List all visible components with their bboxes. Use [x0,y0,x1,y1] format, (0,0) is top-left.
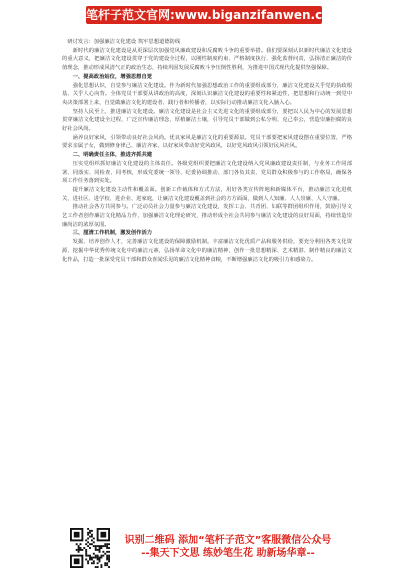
document-title: 研讨发言：加强廉洁文化建设 筑牢思想道德防线 [67,39,181,45]
footer [62,528,352,572]
section-heading: 二、明确责任主体，推进齐抓共建 [72,152,153,159]
paragraph: 涵养良好家风，引领带动良好社会风尚。优良家风是廉洁文化的重要源泉。党员干部要把家风建设摆在重要位置，严格要求亲属子女，做到修身律己、廉洁齐家，以好家风带动好党风政风，以好党风政风引领好民风社风。 [62,134,352,150]
document-body [62,38,352,264]
qr-code-icon[interactable] [70,528,110,568]
paragraph: 压实党组织抓好廉洁文化建设的主体责任。各级党组织要把廉洁文化建设纳入党风廉政建设责任制，与业务工作同部署、同落实、同检查、同考核，形成党委统一领导、纪委协调推动、部门各负其责、党员群众积极参与的工作格局，确保各项工作任务落到实处。 [62,160,352,185]
paragraph: 强化思想认识，自觉参与廉洁文化建设。作为新时代加强思想政治工作的重要组成部分，廉洁文化建设关乎党的执政根基、关乎人心向背。全体党员干部要从讲政治的高度，深刻认识廉洁文化建设的重要性和紧迫性，把思想和行动统一到党中央决策部署上来，自觉做廉洁文化的建设者、践行者和传播者，以实际行动推动廉洁文化入脑入心。 [62,82,352,106]
site-banner[interactable]: 笔杆子范文官网:www.biganzifanwen.com [86,8,343,22]
paragraph: 推动社会各方共同参与。广泛动员社会力量参与廉洁文化建设，发挥工会、共青团、妇联等群团组织作用，鼓励引导文艺工作者创作廉洁文化精品力作，加强廉洁文化理论研究，推动形成全社会共同参与廉洁文化建设的良好局面，持续营造崇廉尚洁的浓厚氛围。 [62,204,352,228]
promo-line-2: --集天下文思 练妙笔生花 助新场华章-- [141,548,315,559]
section-heading: 三、厘清工作机制，激发创作活力 [72,230,153,237]
promo-text [118,534,338,560]
paragraph: 发掘、培养创作人才，完善廉洁文化建设的保障激励机制。丰富廉洁文化优质产品和服务供给，要充分利用各类文化资源，挖掘中华优秀传统文化中的廉洁元素，弘扬革命文化中的廉洁精神，创作一批思想精深、艺术精湛、制作精良的廉洁文化作品，打造一批深受党员干部和群众喜闻乐见的廉洁文化精神食粮，不断增强廉洁文化的吸引力和感染力。 [62,239,352,263]
section-heading: 一、提高政治站位，增强思想自觉 [72,73,153,80]
paragraph: 提升廉洁文化建设主动性和覆盖面。创新工作载体和方式方法，用好各类宣传阵地和新媒体平台，推动廉洁文化进机关、进社区、进学校、进企业、进家庭，让廉洁文化建设覆盖到社会的方方面面，做到人人知廉、人人崇廉、人人守廉。 [62,186,352,202]
paragraph: 坚持人民至上，推进廉洁文化建设。廉洁文化建设是社会主义先进文化的重要组成部分，要把以人民为中心的发展思想贯穿廉洁文化建设全过程，广泛宣传廉洁理念，厚植廉洁土壤，引导党员干部做到公私分明、克己奉公，营造崇廉拒腐的良好社会风尚。 [62,108,352,133]
promo-line-1: 识别二维码 添加“笔杆子范文”客服微信公众号 [124,535,332,546]
paragraph: 新时代的廉洁文化建设是从更深层次加强党风廉政建设和反腐败斗争的重要举措。我们要深刻认识新时代廉洁文化建设的重大意义，把廉洁文化建设贯穿于党的建设全过程，以刚性制度约束、严格制度执行、强化监督问责，弘扬清正廉洁的价值理念，推动形成风清气正的政治生态，持续巩固发展反腐败斗争压倒性胜利，为推进中国式现代化提供坚强保障。 [62,47,352,72]
